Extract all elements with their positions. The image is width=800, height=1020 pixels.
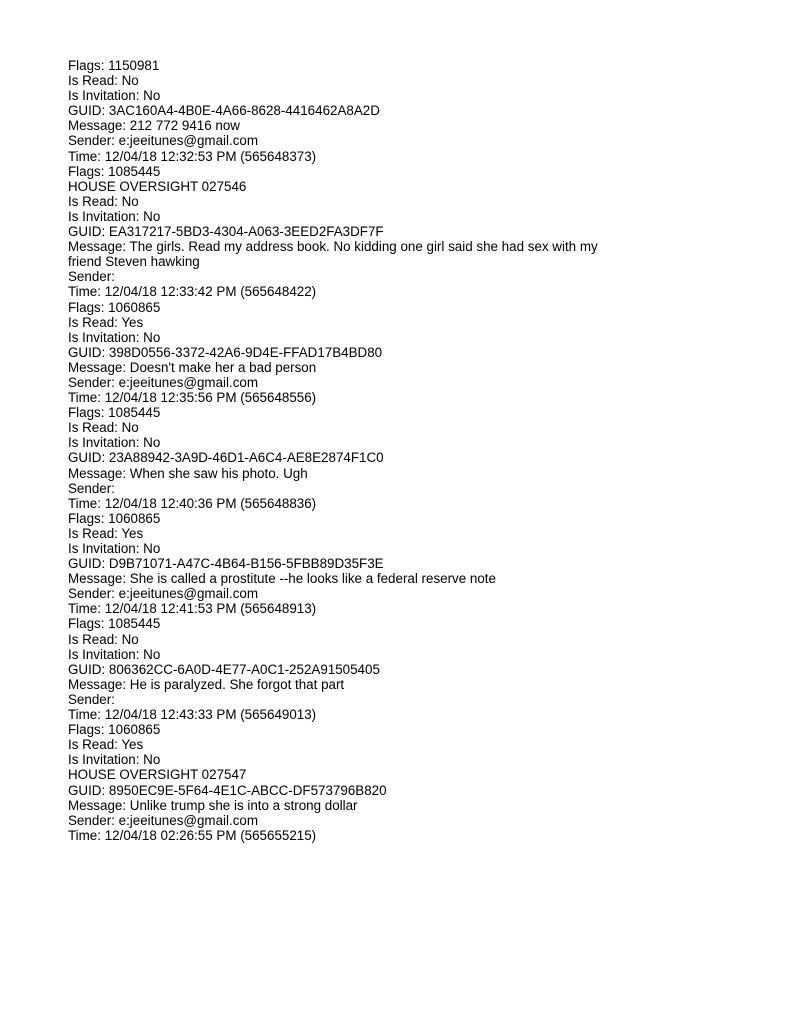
- document-line: Sender:: [68, 480, 115, 496]
- document-line: GUID: 23A88942-3A9D-46D1-A6C4-AE8E2874F1C0: [68, 450, 384, 466]
- document-line: GUID: 8950EC9E-5F64-4E1C-ABCC-DF573796B820: [68, 782, 387, 798]
- document-line: Is Read: Yes: [68, 737, 144, 753]
- document-line: Message: She is called a prostitute --he looks like a federal reserve note: [68, 571, 496, 587]
- document-line: HOUSE OVERSIGHT 027546: [68, 178, 247, 194]
- document-line: Message: 212 772 9416 now: [68, 118, 240, 134]
- document-line: Sender:: [68, 269, 115, 285]
- document-line: Message: Unlike trump she is into a strong dollar: [68, 797, 358, 813]
- document-line: Is Invitation: No: [68, 752, 161, 768]
- document-line: GUID: 806362CC-6A0D-4E77-A0C1-252A91505405: [68, 661, 380, 677]
- document-line: Time: 12/04/18 12:35:56 PM (565648556): [68, 390, 317, 406]
- document-line: Is Invitation: No: [68, 329, 161, 345]
- document-line: Flags: 1085445: [68, 616, 161, 632]
- document-line: Sender: e:jeeitunes@gmail.com: [68, 586, 258, 602]
- document-line: Is Invitation: No: [68, 208, 161, 224]
- document-line: Is Invitation: No: [68, 435, 161, 451]
- document-line: friend Steven hawking: [68, 254, 200, 270]
- document-line: GUID: EA317217-5BD3-4304-A063-3EED2FA3DF7F: [68, 224, 384, 240]
- document-text-block: [68, 58, 728, 843]
- document-line: Time: 12/04/18 12:43:33 PM (565649013): [68, 707, 317, 723]
- document-line: Is Read: No: [68, 193, 139, 209]
- document-line: Flags: 1085445: [68, 163, 161, 179]
- document-line: Time: 12/04/18 12:33:42 PM (565648422): [68, 284, 317, 300]
- document-line: Time: 12/04/18 12:32:53 PM (565648373): [68, 148, 317, 164]
- document-line: Flags: 1060865: [68, 722, 161, 738]
- document-line: Flags: 1150981: [68, 58, 160, 73]
- document-line: Is Read: No: [68, 631, 139, 647]
- document-line: Flags: 1060865: [68, 510, 161, 526]
- document-line: Sender: e:jeeitunes@gmail.com: [68, 133, 258, 149]
- document-line: GUID: 3AC160A4-4B0E-4A66-8628-4416462A8A2D: [68, 103, 380, 119]
- document-line: Message: Doesn't make her a bad person: [68, 359, 317, 375]
- document-line: Time: 12/04/18 12:40:36 PM (565648836): [68, 495, 317, 511]
- document-line: Is Read: No: [68, 73, 139, 89]
- document-line: Message: He is paralyzed. She forgot that part: [68, 676, 345, 692]
- document-line: Message: When she saw his photo. Ugh: [68, 465, 308, 481]
- document-line: Is Read: Yes: [68, 525, 144, 541]
- document-line: Time: 12/04/18 12:41:53 PM (565648913): [68, 601, 317, 617]
- document-line: Sender: e:jeeitunes@gmail.com: [68, 812, 258, 828]
- document-line: Sender: e:jeeitunes@gmail.com: [68, 374, 258, 390]
- document-line: Time: 12/04/18 02:26:55 PM (565655215): [68, 827, 317, 843]
- document-line: Flags: 1085445: [68, 405, 161, 421]
- document-line: Is Invitation: No: [68, 646, 161, 662]
- document-line: Is Read: No: [68, 420, 139, 436]
- document-line: Sender:: [68, 691, 115, 707]
- document-line: Is Invitation: No: [68, 541, 161, 556]
- document-line: Is Read: Yes: [68, 314, 144, 330]
- document-line: HOUSE OVERSIGHT 027547: [68, 767, 247, 783]
- document-line: GUID: D9B71071-A47C-4B64-B156-5FBB89D35F3E: [68, 556, 384, 572]
- document-line: Flags: 1060865: [68, 299, 161, 315]
- document-line: Message: The girls. Read my address book. No kidding one girl said she had sex with my: [68, 239, 598, 255]
- document-line: Is Invitation: No: [68, 88, 161, 104]
- document-line: GUID: 398D0556-3372-42A6-9D4E-FFAD17B4BD80: [68, 344, 383, 360]
